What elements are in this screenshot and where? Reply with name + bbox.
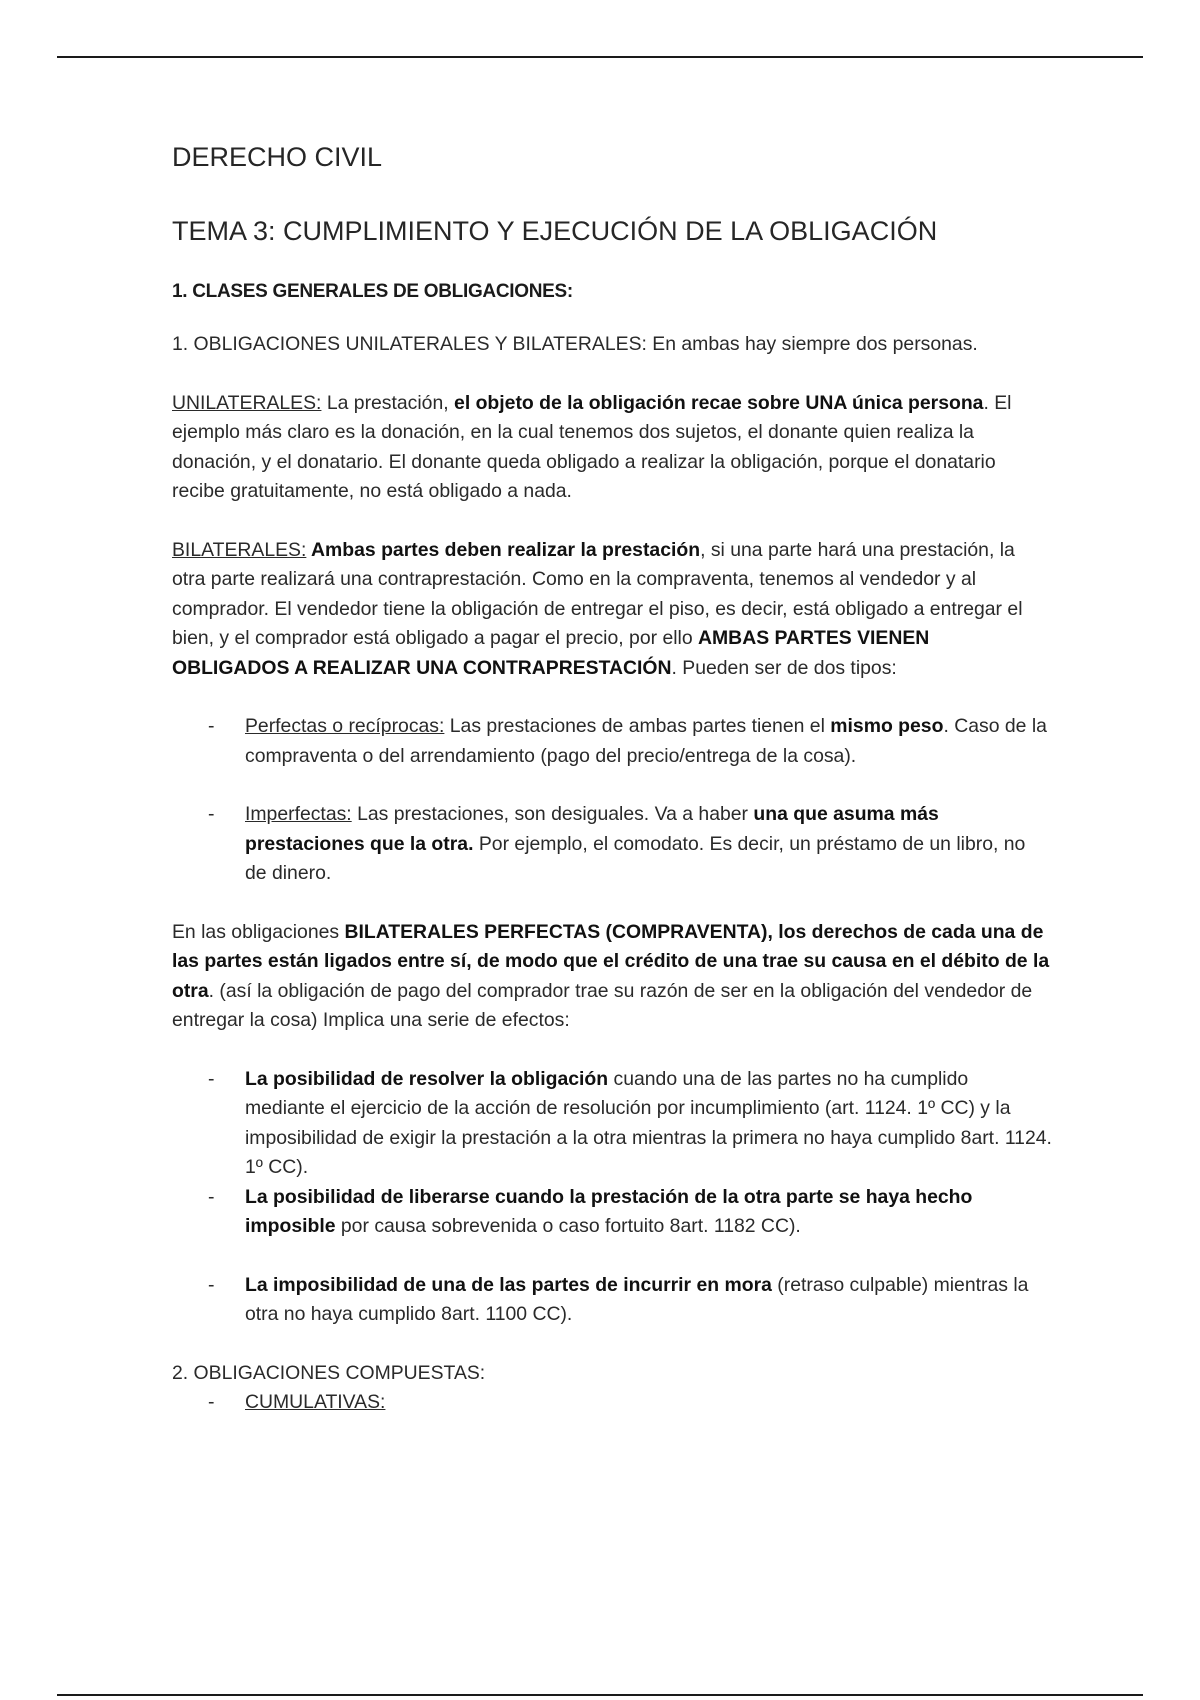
subsection-paragraph: 1. OBLIGACIONES UNILATERALES Y BILATERALES: En ambas hay siempre dos personas. [172, 333, 978, 355]
subsection-paragraph: 2. OBLIGACIONES COMPUESTAS: [172, 1361, 486, 1384]
section-heading: 1. CLASES GENERALES DE OBLIGACIONES: [172, 281, 573, 302]
list-item: - La posibilidad de liberarse cuando la prestación de la otra parte se haya hecho imposible por causa sobrevenida o caso fortuito 8art. 1182 CC). [245, 1183, 1052, 1242]
document-page [172, 140, 1052, 1447]
topic-heading: TEMA 3: CUMPLIMIENTO Y EJECUCIÓN DE LA OBLIGACIÓN [172, 216, 938, 246]
unilaterales-label: UNILATERALES: [172, 391, 322, 414]
list-item: - Imperfectas: Las prestaciones, son desiguales. Va a haber una que asuma más prestaciones que la otra. Por ejemplo, el comodato. Es decir, un préstamo de un libro, no de dinero. [245, 800, 1052, 889]
unilaterales-paragraph: UNILATERALES: La prestación, el objeto de la obligación recae sobre UNA única persona. El ejemplo más claro es la donación, en la cual tenemos dos sujetos, el donante quien realiza la donación, y el donatario. El donante queda obligado a realizar la obligación, porque el donatario recibe gratuitamente, no está obligado a nada. [172, 391, 1012, 502]
list-item: - La imposibilidad de una de las partes de incurrir en mora (retraso culpable) mientras la otra no haya cumplido 8art. 1100 CC). [245, 1271, 1052, 1330]
tipos-list [172, 712, 1052, 889]
list-item: - CUMULATIVAS: [245, 1388, 1052, 1418]
document-title: DERECHO CIVIL [172, 142, 383, 172]
list-item: - La posibilidad de resolver la obligación cuando una de las partes no ha cumplido mediante el ejercicio de la acción de resolución por incumplimiento (art. 1124. 1º CC) y la imposibilidad de exigir la prestación a la otra mientras la primera no haya cumplido 8art. 1124. 1º CC). [245, 1065, 1052, 1183]
bilaterales-label: BILATERALES: [172, 538, 307, 561]
footer-rule [57, 1694, 1143, 1696]
perfectas-paragraph: En las obligaciones BILATERALES PERFECTAS (COMPRAVENTA), los derechos de cada una de las partes están ligados entre sí, de modo que el crédito de una trae su causa en el débito de la otra. (así la obligación de pago del comprador trae su razón de ser en la obligación del vendedor de entregar la cosa) Implica una serie de efectos: [172, 920, 1050, 1031]
efectos-list [172, 1065, 1052, 1330]
list-item: - Perfectas o recíprocas: Las prestaciones de ambas partes tienen el mismo peso. Caso de la compraventa o del arrendamiento (pago del precio/entrega de la cosa). [245, 712, 1052, 771]
header-rule [57, 56, 1143, 58]
bilaterales-paragraph: BILATERALES: Ambas partes deben realizar la prestación, si una parte hará una prestación, la otra parte realizará una contraprestación. Como en la compraventa, tenemos al vendedor y al comprador. El vendedor tiene la obligación de entregar el piso, es decir, está obligado a entregar el bien, y el comprador está obligado a pagar el precio, por ello AMBAS PARTES VIENEN OBLIGADOS A REALIZAR UNA CONTRAPRESTACIÓN. Pueden ser de dos tipos: [172, 538, 1023, 679]
compuestas-list [172, 1388, 1052, 1418]
